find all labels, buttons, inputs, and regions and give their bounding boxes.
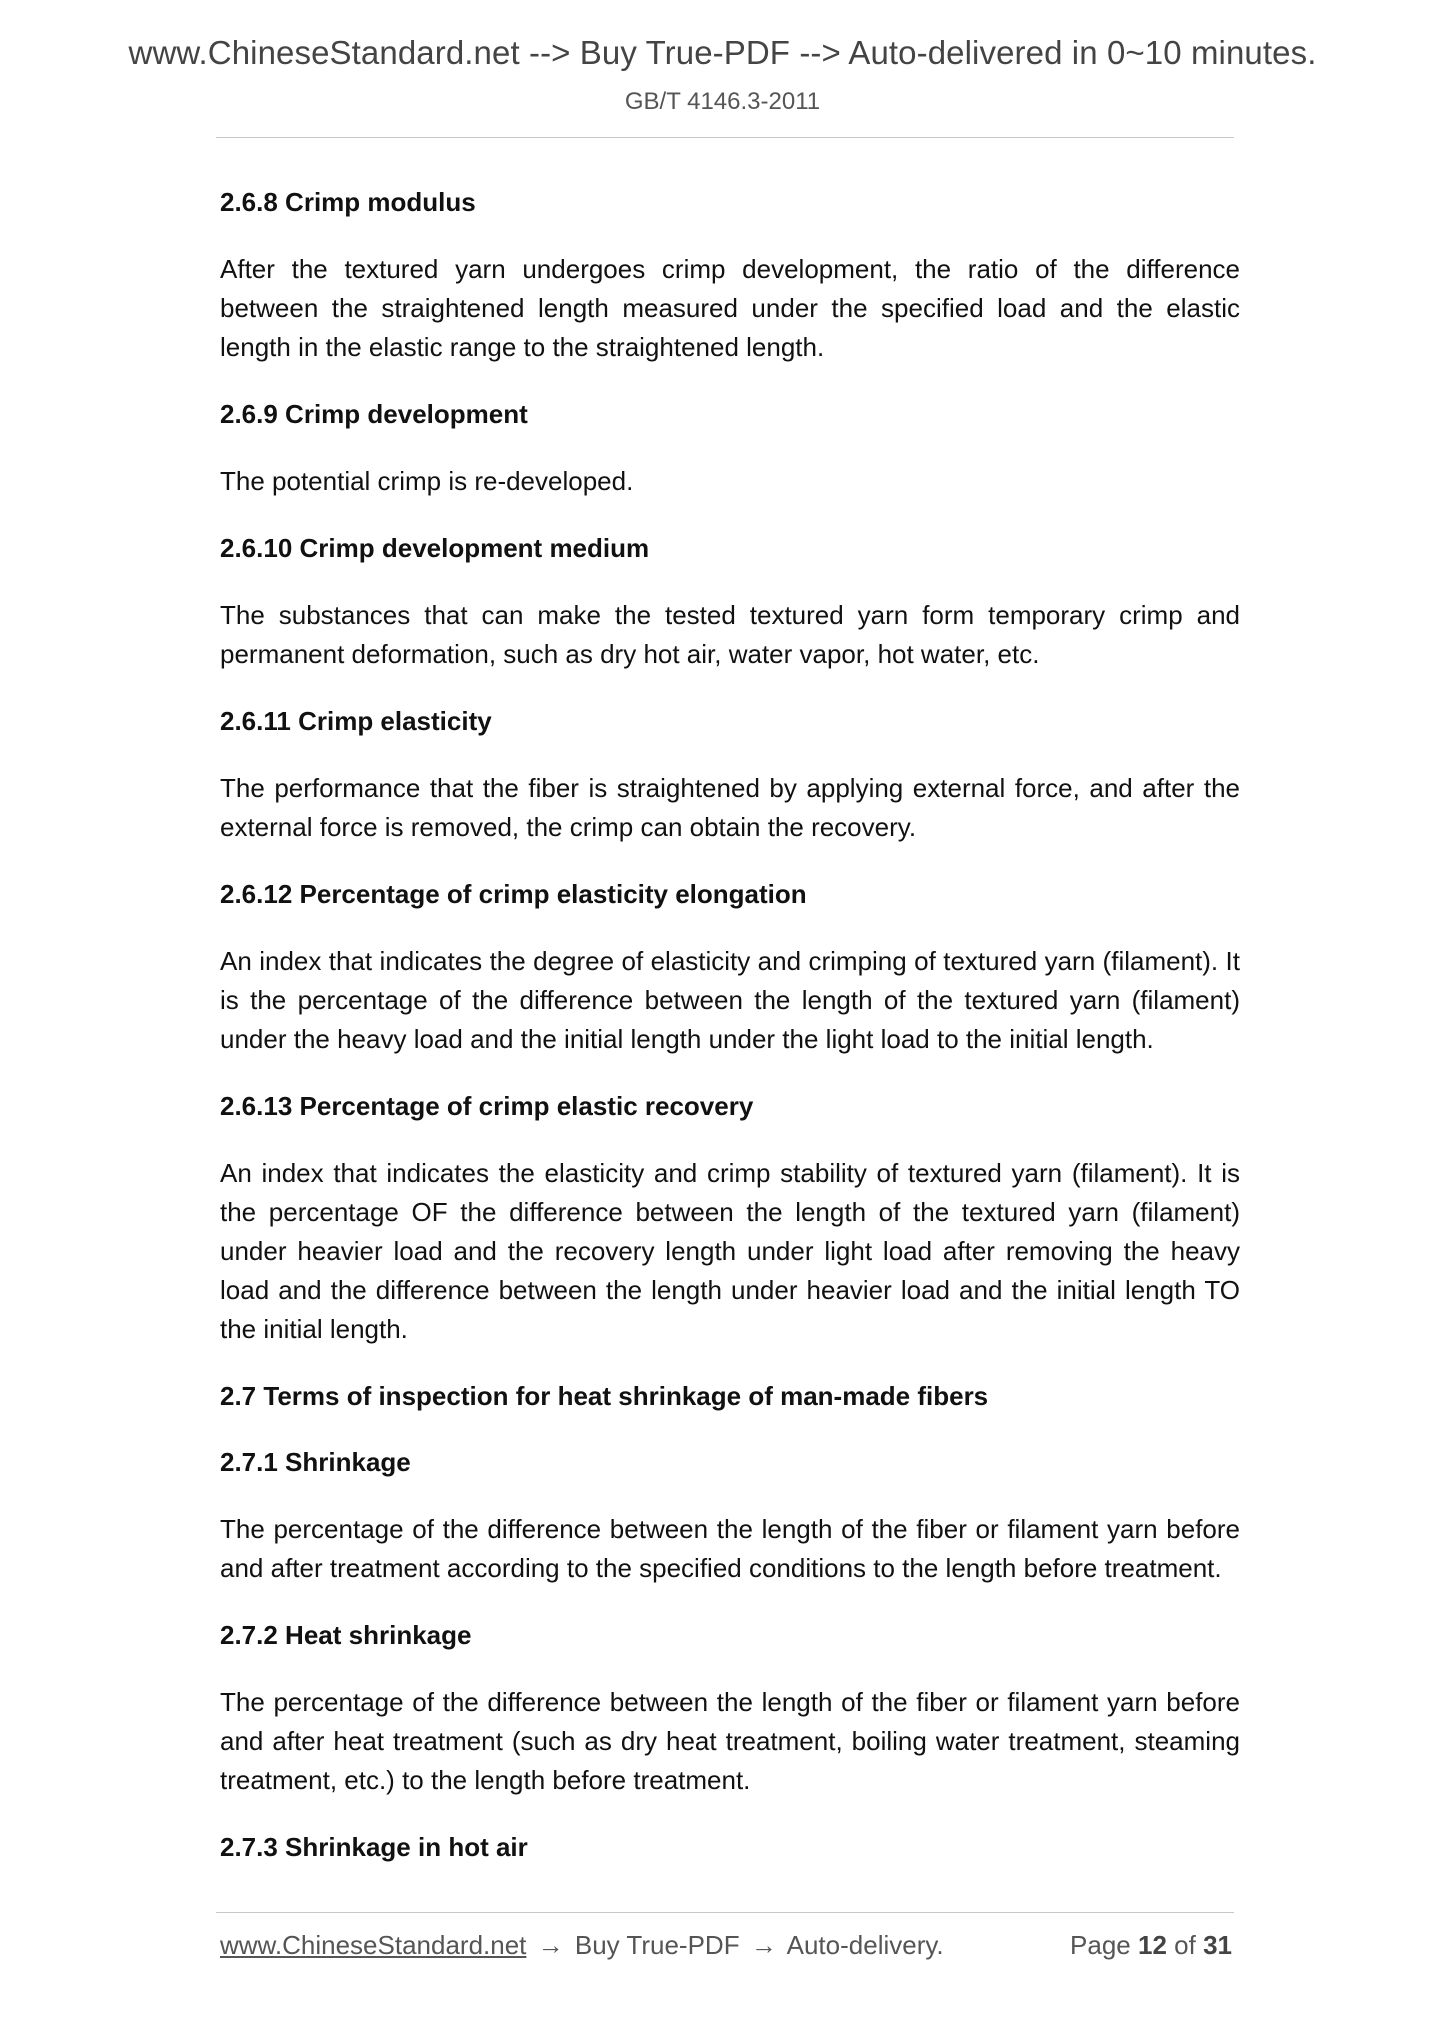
of-label: of: [1174, 1930, 1196, 1960]
page-label: Page: [1070, 1930, 1131, 1960]
section-paragraph: The potential crimp is re-developed.: [220, 466, 634, 496]
section-paragraph: The performance that the fiber is straightened by applying external force, and after the external force is removed, the crimp can obtain the recovery.: [220, 773, 1240, 842]
arrow-right-icon: →: [750, 1930, 777, 1960]
section-paragraph: The substances that can make the tested textured yarn form temporary crimp and permanent deformation, such as dry hot air, water vapor, hot water, etc.: [220, 600, 1240, 669]
section-paragraph: An index that indicates the elasticity and crimp stability of textured yarn (filament). It is the percentage OF the difference between the length of the textured yarn (filament) under heavier load and the recovery length under light load after removing the heavy load and the difference between the length under heavier load and the initial length TO the initial length.: [220, 1158, 1240, 1344]
section-heading: 2.7 Terms of inspection for heat shrinkage of man-made fibers: [220, 1381, 989, 1411]
section-heading: 2.6.10 Crimp development medium: [220, 533, 650, 563]
footer-divider: [216, 1912, 1234, 1913]
section-heading: 2.6.12 Percentage of crimp elasticity elongation: [220, 879, 807, 909]
website-link[interactable]: www.ChineseStandard.net: [220, 1930, 527, 1960]
top-banner: www.ChineseStandard.net --> Buy True-PDF --> Auto-delivered in 0~10 minutes.: [128, 34, 1317, 71]
section-paragraph: An index that indicates the degree of elasticity and crimping of textured yarn (filament). It is the percentage of the difference between the length of the textured yarn (filament) under the heavy load and the initial length under the light load to the initial length.: [220, 946, 1240, 1054]
section-heading: 2.7.1 Shrinkage: [220, 1447, 411, 1477]
document-code: GB/T 4146.3-2011: [624, 88, 821, 115]
arrow-right-icon: →: [537, 1930, 564, 1960]
section-paragraph: The percentage of the difference between the length of the fiber or filament yarn before and after heat treatment (such as dry heat treatment, boiling water treatment, steaming treatment, etc.) to the length before treatment.: [220, 1687, 1240, 1795]
section-heading: 2.6.9 Crimp development: [220, 399, 528, 429]
total-pages: 31: [1203, 1930, 1232, 1960]
section-heading: 2.6.11 Crimp elasticity: [220, 706, 492, 736]
section-paragraph: After the textured yarn undergoes crimp development, the ratio of the difference between the straightened length measured under the specified load and the elastic length in the elastic range to the straightened length.: [220, 254, 1240, 362]
section-heading: 2.7.2 Heat shrinkage: [220, 1620, 472, 1650]
header-divider: [216, 137, 1234, 138]
section-heading: 2.7.3 Shrinkage in hot air: [220, 1832, 528, 1862]
auto-delivery-text: Auto-delivery.: [786, 1930, 944, 1960]
section-paragraph: The percentage of the difference between the length of the fiber or filament yarn before and after treatment according to the specified conditions to the length before treatment.: [220, 1514, 1240, 1583]
page-footer: [220, 1930, 1232, 1961]
section-heading: 2.6.8 Crimp modulus: [220, 187, 476, 217]
buy-pdf-text: Buy True-PDF: [574, 1930, 740, 1960]
page-indicator: [1070, 1930, 1232, 1961]
page-number: 12: [1138, 1930, 1167, 1960]
section-heading: 2.6.13 Percentage of crimp elastic recovery: [220, 1091, 754, 1121]
document-body: [220, 184, 1240, 1895]
